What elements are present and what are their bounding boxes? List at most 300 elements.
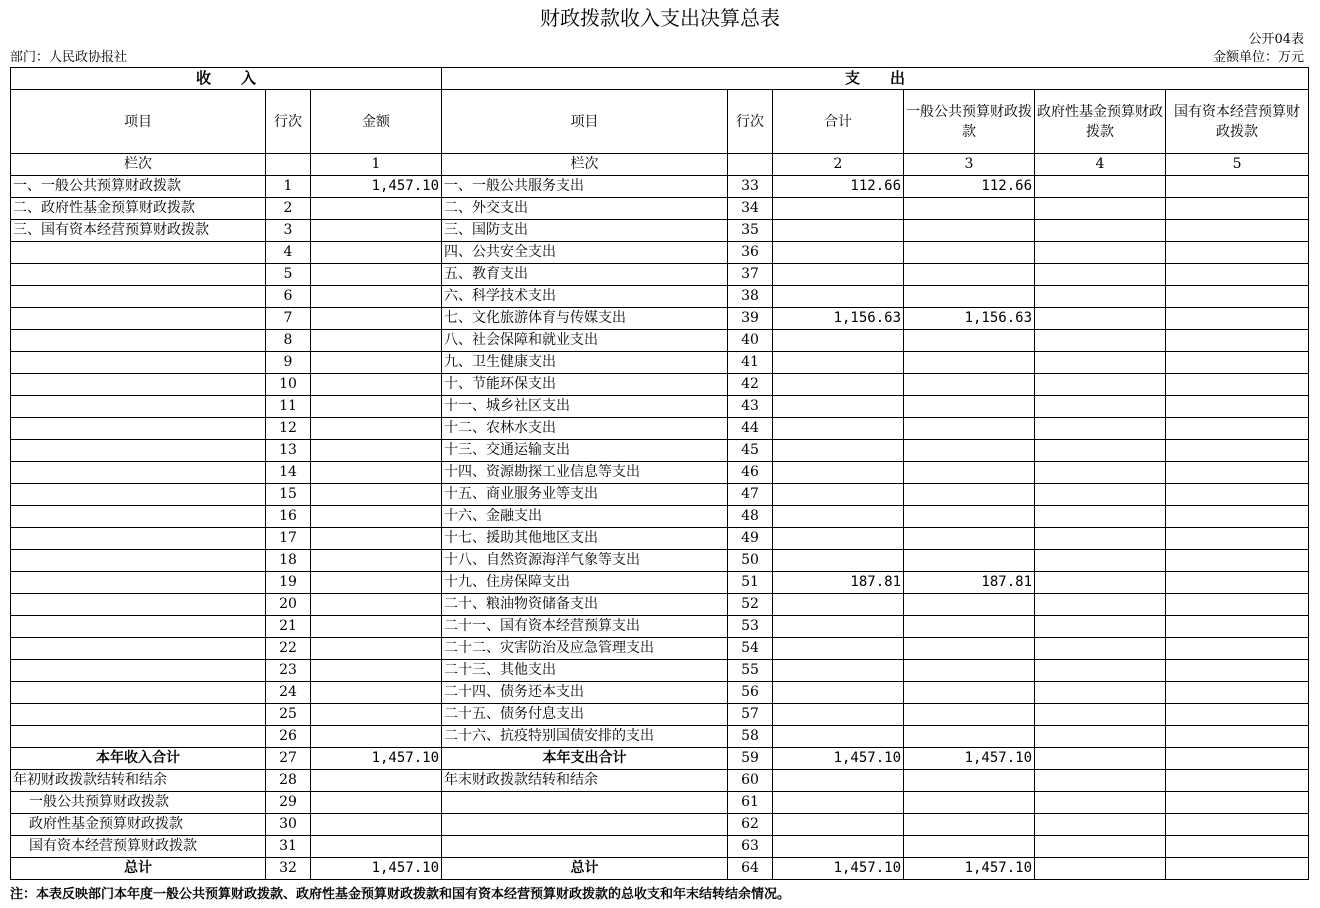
expense-total-cell: [773, 704, 904, 726]
income-amount-cell: [311, 550, 442, 572]
expense-line-cell: 37: [728, 264, 773, 286]
income-item-cell: [11, 264, 266, 286]
income-line-cell: 25: [266, 704, 311, 726]
income-line-cell: 32: [266, 858, 311, 880]
expense-line-cell: 61: [728, 792, 773, 814]
income-line-cell: 20: [266, 594, 311, 616]
table-row: [11, 220, 1309, 242]
income-amount-cell: [311, 528, 442, 550]
income-item-cell: [11, 440, 266, 462]
income-line-cell: 22: [266, 638, 311, 660]
income-item-cell: [11, 594, 266, 616]
expense-general-cell: [904, 506, 1035, 528]
expense-state-cell: [1166, 396, 1309, 418]
expense-general-cell: [904, 792, 1035, 814]
expense-line-cell: 60: [728, 770, 773, 792]
expense-item-cell: 六、科学技术支出: [442, 286, 728, 308]
expense-fund-cell: [1035, 352, 1166, 374]
expense-general-cell: [904, 462, 1035, 484]
expense-fund-cell: [1035, 308, 1166, 330]
income-item-cell: [11, 352, 266, 374]
expense-line-cell: 44: [728, 418, 773, 440]
expense-line-cell: 49: [728, 528, 773, 550]
table-row: [11, 352, 1309, 374]
expense-line-cell: 52: [728, 594, 773, 616]
income-line-cell: 17: [266, 528, 311, 550]
table-row: [11, 792, 1309, 814]
income-item-cell: [11, 682, 266, 704]
income-item-cell: 二、政府性基金预算财政拨款: [11, 198, 266, 220]
expense-general-cell: [904, 726, 1035, 748]
income-amount-cell: 1,457.10: [311, 176, 442, 198]
expense-line-cell: 38: [728, 286, 773, 308]
expense-fund-cell: [1035, 572, 1166, 594]
income-line-cell: 19: [266, 572, 311, 594]
income-item-cell: [11, 462, 266, 484]
expense-state-cell: [1166, 858, 1309, 880]
income-amount-cell: [311, 616, 442, 638]
expense-fund-cell: [1035, 682, 1166, 704]
expense-line-cell: 51: [728, 572, 773, 594]
expense-total-cell: [773, 352, 904, 374]
expense-general-cell: [904, 660, 1035, 682]
income-item-cell: [11, 660, 266, 682]
expense-total-cell: [773, 792, 904, 814]
income-item-cell: [11, 726, 266, 748]
income-line-header: 行次: [266, 90, 311, 154]
expense-total-cell: [773, 660, 904, 682]
expense-total-cell: [773, 220, 904, 242]
table-row: [11, 264, 1309, 286]
table-row: [11, 594, 1309, 616]
income-amount-cell: [311, 264, 442, 286]
income-amount-cell: [311, 374, 442, 396]
expense-item-cell: 二十六、抗疫特别国债安排的支出: [442, 726, 728, 748]
income-line-cell: 8: [266, 330, 311, 352]
expense-general-cell: [904, 374, 1035, 396]
expense-line-cell: 50: [728, 550, 773, 572]
income-line-cell: 28: [266, 770, 311, 792]
income-item-cell: [11, 286, 266, 308]
expense-general-cell: [904, 814, 1035, 836]
table-row: [11, 418, 1309, 440]
expense-state-cell: [1166, 572, 1309, 594]
expense-total-cell: 1,457.10: [773, 748, 904, 770]
expense-state-cell: [1166, 528, 1309, 550]
expense-item-cell: [442, 814, 728, 836]
income-amount-cell: [311, 726, 442, 748]
income-amount-cell: [311, 286, 442, 308]
expense-state-cell: [1166, 462, 1309, 484]
expense-total-cell: [773, 484, 904, 506]
expense-line-cell: 54: [728, 638, 773, 660]
income-item-cell: 国有资本经营预算财政拨款: [11, 836, 266, 858]
income-amount-cell: [311, 418, 442, 440]
income-amount-cell: [311, 572, 442, 594]
expense-state-cell: [1166, 704, 1309, 726]
expense-total-header: 合计: [773, 90, 904, 154]
income-item-cell: [11, 484, 266, 506]
expense-state-cell: [1166, 748, 1309, 770]
expense-fund-cell: [1035, 286, 1166, 308]
expense-fund-cell: [1035, 726, 1166, 748]
expense-general-cell: [904, 770, 1035, 792]
income-line-cell: 5: [266, 264, 311, 286]
expense-state-cell: [1166, 220, 1309, 242]
expense-total-cell: [773, 506, 904, 528]
income-line-cell: 16: [266, 506, 311, 528]
table-row: [11, 308, 1309, 330]
expense-fund-cell: [1035, 748, 1166, 770]
income-item-cell: 年初财政拨款结转和结余: [11, 770, 266, 792]
expense-item-cell: [442, 836, 728, 858]
expense-item-cell: 二、外交支出: [442, 198, 728, 220]
table-row: [11, 528, 1309, 550]
department-label: 部门：人民政协报社: [10, 50, 128, 65]
expense-state-cell: [1166, 308, 1309, 330]
expense-state-cell: [1166, 440, 1309, 462]
expense-state-cell: [1166, 198, 1309, 220]
expense-state-cell: [1166, 770, 1309, 792]
income-amount-cell: [311, 484, 442, 506]
expense-general-cell: 1,156.63: [904, 308, 1035, 330]
expense-line-cell: 35: [728, 220, 773, 242]
income-item-cell: [11, 528, 266, 550]
income-amount-cell: [311, 770, 442, 792]
table-row: [11, 814, 1309, 836]
income-item-cell: [11, 418, 266, 440]
expense-item-cell: 九、卫生健康支出: [442, 352, 728, 374]
expense-line-col: [728, 154, 773, 176]
expense-total-cell: [773, 814, 904, 836]
expense-state-cell: [1166, 550, 1309, 572]
table-row: [11, 440, 1309, 462]
section-header-row: [11, 68, 1309, 90]
expense-general-cell: 112.66: [904, 176, 1035, 198]
income-line-cell: 30: [266, 814, 311, 836]
expense-line-cell: 62: [728, 814, 773, 836]
expense-item-cell: 四、公共安全支出: [442, 242, 728, 264]
expense-item-cell: 二十四、债务还本支出: [442, 682, 728, 704]
table-row: [11, 572, 1309, 594]
expense-line-cell: 56: [728, 682, 773, 704]
table-row: [11, 242, 1309, 264]
expense-total-cell: [773, 770, 904, 792]
expense-total-cell: [773, 726, 904, 748]
table-row: [11, 506, 1309, 528]
table-row: [11, 682, 1309, 704]
income-amount-cell: [311, 704, 442, 726]
income-line-cell: 12: [266, 418, 311, 440]
expense-item-cell: 一、一般公共服务支出: [442, 176, 728, 198]
income-item-cell: 一、一般公共预算财政拨款: [11, 176, 266, 198]
table-row: [11, 176, 1309, 198]
expense-general-cell: [904, 352, 1035, 374]
table-row: [11, 704, 1309, 726]
income-line-cell: 9: [266, 352, 311, 374]
expense-line-cell: 41: [728, 352, 773, 374]
expense-total-cell: [773, 330, 904, 352]
expense-fund-cell: [1035, 418, 1166, 440]
expense-item-cell: [442, 792, 728, 814]
expense-total-cell: 112.66: [773, 176, 904, 198]
expense-item-cell: 十二、农林水支出: [442, 418, 728, 440]
income-amount-cell: [311, 836, 442, 858]
table-row: [11, 660, 1309, 682]
table-row: [11, 638, 1309, 660]
expense-total-cell: [773, 440, 904, 462]
expense-total-cell: [773, 550, 904, 572]
expense-line-cell: 55: [728, 660, 773, 682]
expense-total-cell: [773, 638, 904, 660]
expense-item-cell: 二十一、国有资本经营预算支出: [442, 616, 728, 638]
expense-item-cell: 年末财政拨款结转和结余: [442, 770, 728, 792]
income-item-cell: [11, 572, 266, 594]
expense-item-cell: 二十五、债务付息支出: [442, 704, 728, 726]
expense-state-cell: [1166, 682, 1309, 704]
income-item-cell: [11, 308, 266, 330]
expense-item-cell: 本年支出合计: [442, 748, 728, 770]
table-row: [11, 770, 1309, 792]
expense-state-header: 国有资本经营预算财政拨款: [1166, 90, 1309, 154]
expense-line-cell: 42: [728, 374, 773, 396]
expense-total-cell: [773, 616, 904, 638]
income-amount-cell: 1,457.10: [311, 748, 442, 770]
expense-item-cell: 十四、资源勘探工业信息等支出: [442, 462, 728, 484]
expense-fund-cell: [1035, 220, 1166, 242]
expense-state-cell: [1166, 176, 1309, 198]
income-line-cell: 10: [266, 374, 311, 396]
expense-general-header: 一般公共预算财政拨款: [904, 90, 1035, 154]
income-line-cell: 24: [266, 682, 311, 704]
expense-state-cell: [1166, 484, 1309, 506]
income-line-cell: 6: [266, 286, 311, 308]
income-item-cell: [11, 638, 266, 660]
expense-fund-cell: [1035, 330, 1166, 352]
report-title: 财政拨款收入支出决算总表: [540, 6, 780, 30]
expense-state-cell: [1166, 418, 1309, 440]
income-section-header: 收 入: [11, 68, 442, 90]
expense-total-cell: [773, 418, 904, 440]
income-amount-cell: [311, 814, 442, 836]
income-amount-cell: [311, 396, 442, 418]
expense-fund-cell: [1035, 792, 1166, 814]
expense-state-cell: [1166, 330, 1309, 352]
expense-fund-cell: [1035, 462, 1166, 484]
expense-fund-cell: [1035, 374, 1166, 396]
expense-fund-cell: [1035, 506, 1166, 528]
expense-total-cell: [773, 528, 904, 550]
expense-state-cell: [1166, 264, 1309, 286]
expense-total-cell: 187.81: [773, 572, 904, 594]
income-item-cell: [11, 704, 266, 726]
table-row: [11, 286, 1309, 308]
expense-line-cell: 53: [728, 616, 773, 638]
expense-general-cell: [904, 594, 1035, 616]
expense-general-cell: [904, 264, 1035, 286]
income-line-cell: 23: [266, 660, 311, 682]
expense-fund-cell: [1035, 594, 1166, 616]
expense-state-cell: [1166, 374, 1309, 396]
expense-fund-col: 4: [1035, 154, 1166, 176]
expense-state-cell: [1166, 594, 1309, 616]
income-item-cell: [11, 330, 266, 352]
expense-general-cell: [904, 550, 1035, 572]
expense-fund-cell: [1035, 198, 1166, 220]
expense-fund-cell: [1035, 770, 1166, 792]
table-row: [11, 462, 1309, 484]
expense-item-cell: 七、文化旅游体育与传媒支出: [442, 308, 728, 330]
expense-total-cell: [773, 374, 904, 396]
income-amount-cell: [311, 792, 442, 814]
unit-label: 金额单位：万元: [1212, 50, 1304, 65]
expense-line-cell: 33: [728, 176, 773, 198]
expense-general-col: 3: [904, 154, 1035, 176]
expense-general-cell: [904, 220, 1035, 242]
expense-fund-cell: [1035, 836, 1166, 858]
income-item-cell: 一般公共预算财政拨款: [11, 792, 266, 814]
expense-fund-cell: [1035, 396, 1166, 418]
fiscal-appropriation-table: [10, 67, 1309, 880]
expense-general-cell: [904, 198, 1035, 220]
expense-general-cell: [904, 396, 1035, 418]
expense-line-cell: 47: [728, 484, 773, 506]
income-line-cell: 1: [266, 176, 311, 198]
expense-total-cell: [773, 396, 904, 418]
expense-line-cell: 34: [728, 198, 773, 220]
income-line-cell: 21: [266, 616, 311, 638]
expense-general-cell: [904, 836, 1035, 858]
income-line-cell: 26: [266, 726, 311, 748]
expense-fund-cell: [1035, 704, 1166, 726]
expense-general-cell: 1,457.10: [904, 858, 1035, 880]
income-item-cell: 本年收入合计: [11, 748, 266, 770]
expense-general-cell: [904, 286, 1035, 308]
income-item-cell: [11, 396, 266, 418]
expense-line-cell: 40: [728, 330, 773, 352]
income-line-cell: 27: [266, 748, 311, 770]
income-amount-cell: [311, 198, 442, 220]
income-amount-cell: [311, 330, 442, 352]
expense-general-cell: [904, 484, 1035, 506]
income-amount-cell: [311, 440, 442, 462]
table-note: 注：本表反映部门本年度一般公共预算财政拨款、政府性基金预算财政拨款和国有资本经营预算财政拨款的总收支和年末结转结余情况。: [10, 887, 791, 902]
expense-state-cell: [1166, 286, 1309, 308]
expense-state-cell: [1166, 506, 1309, 528]
expense-item-cell: 三、国防支出: [442, 220, 728, 242]
income-item-header: 项目: [11, 90, 266, 154]
table-row: [11, 726, 1309, 748]
expense-total-cell: [773, 198, 904, 220]
expense-item-cell: 五、教育支出: [442, 264, 728, 286]
expense-total-cell: [773, 594, 904, 616]
expense-line-cell: 57: [728, 704, 773, 726]
income-line-cell: 31: [266, 836, 311, 858]
expense-state-cell: [1166, 242, 1309, 264]
income-line-cell: 29: [266, 792, 311, 814]
expense-state-col: 5: [1166, 154, 1309, 176]
income-line-cell: 2: [266, 198, 311, 220]
expense-state-cell: [1166, 616, 1309, 638]
expense-total-cell: [773, 682, 904, 704]
expense-line-cell: 39: [728, 308, 773, 330]
expense-general-cell: [904, 330, 1035, 352]
expense-general-cell: [904, 528, 1035, 550]
income-amount-cell: [311, 352, 442, 374]
income-item-cell: [11, 242, 266, 264]
expense-line-cell: 36: [728, 242, 773, 264]
expense-general-cell: 187.81: [904, 572, 1035, 594]
income-line-cell: 13: [266, 440, 311, 462]
income-item-cell: [11, 374, 266, 396]
expense-general-cell: [904, 704, 1035, 726]
expense-item-cell: 二十三、其他支出: [442, 660, 728, 682]
income-col-label: 栏次: [11, 154, 266, 176]
expense-total-cell: [773, 462, 904, 484]
expense-state-cell: [1166, 638, 1309, 660]
expense-line-cell: 64: [728, 858, 773, 880]
expense-state-cell: [1166, 352, 1309, 374]
income-item-cell: 总计: [11, 858, 266, 880]
expense-general-cell: [904, 638, 1035, 660]
table-row: [11, 550, 1309, 572]
expense-item-header: 项目: [442, 90, 728, 154]
income-amount-cell: [311, 660, 442, 682]
expense-fund-header: 政府性基金预算财政拨款: [1035, 90, 1166, 154]
expense-item-cell: 十三、交通运输支出: [442, 440, 728, 462]
expense-state-cell: [1166, 660, 1309, 682]
expense-fund-cell: [1035, 660, 1166, 682]
table-row: [11, 374, 1309, 396]
expense-general-cell: [904, 440, 1035, 462]
expense-total-cell: [773, 242, 904, 264]
income-amount-header: 金额: [311, 90, 442, 154]
expense-total-col: 2: [773, 154, 904, 176]
expense-general-cell: [904, 682, 1035, 704]
income-line-cell: 14: [266, 462, 311, 484]
income-line-cell: 3: [266, 220, 311, 242]
expense-line-cell: 45: [728, 440, 773, 462]
column-header-row: [11, 90, 1309, 154]
table-row: [11, 748, 1309, 770]
expense-fund-cell: [1035, 440, 1166, 462]
income-line-col: [266, 154, 311, 176]
income-amount-cell: [311, 462, 442, 484]
expense-fund-cell: [1035, 176, 1166, 198]
form-code: 公开04表: [1248, 32, 1304, 47]
expense-total-cell: [773, 264, 904, 286]
table-row: [11, 836, 1309, 858]
expense-item-cell: 十八、自然资源海洋气象等支出: [442, 550, 728, 572]
expense-state-cell: [1166, 814, 1309, 836]
expense-section-header: 支 出: [442, 68, 1309, 90]
expense-fund-cell: [1035, 638, 1166, 660]
table-row: [11, 858, 1309, 880]
income-line-cell: 7: [266, 308, 311, 330]
expense-line-cell: 43: [728, 396, 773, 418]
expense-total-cell: [773, 836, 904, 858]
income-amount-col: 1: [311, 154, 442, 176]
income-line-cell: 11: [266, 396, 311, 418]
expense-item-cell: 十一、城乡社区支出: [442, 396, 728, 418]
income-item-cell: [11, 550, 266, 572]
expense-fund-cell: [1035, 858, 1166, 880]
expense-item-cell: 十、节能环保支出: [442, 374, 728, 396]
expense-fund-cell: [1035, 264, 1166, 286]
expense-general-cell: [904, 418, 1035, 440]
income-amount-cell: [311, 506, 442, 528]
income-item-cell: [11, 616, 266, 638]
